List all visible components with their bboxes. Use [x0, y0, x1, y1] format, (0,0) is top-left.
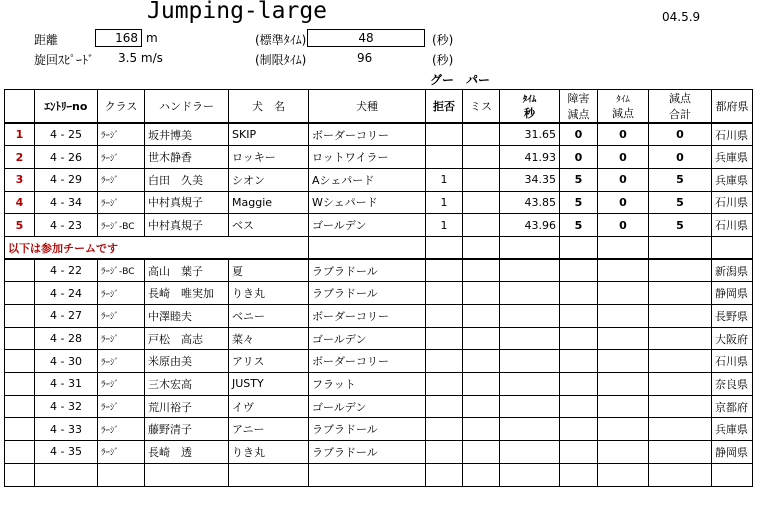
blank-cell: [598, 463, 649, 486]
entry-cell: 4 - 28: [35, 327, 98, 350]
class-cell: ﾗｰｼﾞ: [98, 191, 145, 214]
blank-cell: [463, 418, 500, 441]
total-cell: 5: [649, 168, 712, 191]
dog-cell: アリス: [229, 350, 309, 373]
blank-cell: [426, 259, 463, 282]
entry-cell: 4 - 31: [35, 373, 98, 396]
dog-cell: JUSTY: [229, 373, 309, 396]
dog-cell: ベス: [229, 214, 309, 237]
blank-cell: [463, 373, 500, 396]
dog-cell: SKIP: [229, 123, 309, 146]
col-handler: ハンドラー: [145, 90, 229, 124]
pref-cell: 兵庫県: [712, 168, 753, 191]
speed-value: 3.5 m/s: [118, 51, 163, 65]
blank-cell: [463, 350, 500, 373]
blank-cell: [426, 350, 463, 373]
class-cell: ﾗｰｼﾞ: [98, 123, 145, 146]
blank-cell: [463, 395, 500, 418]
breed-cell: Wシェパード: [309, 191, 426, 214]
distance-label: 距離: [34, 33, 59, 47]
blank-cell: [229, 236, 309, 259]
breed-cell: ゴールデン: [309, 327, 426, 350]
dog-cell: 菜々: [229, 327, 309, 350]
blank-cell: [649, 282, 712, 305]
blank-cell: [426, 282, 463, 305]
participants-note-row: [5, 236, 753, 259]
blank-cell: [598, 236, 649, 259]
blank-cell: [463, 282, 500, 305]
refusal-cell: 1: [426, 214, 463, 237]
col-miss: ミス: [463, 90, 500, 124]
blank-cell: [35, 463, 98, 486]
participant-row: [5, 350, 753, 373]
blank-cell: [598, 305, 649, 328]
col-timepen-bottom: 減点: [612, 106, 634, 120]
rank-cell: 4: [5, 191, 35, 214]
blank-cell: [560, 327, 598, 350]
blank-cell: [560, 373, 598, 396]
blank-cell: [463, 327, 500, 350]
blank-cell: [598, 441, 649, 464]
breed-cell: ラブラドール: [309, 259, 426, 282]
obstacle-cell: 5: [560, 168, 598, 191]
miss-cell: [463, 168, 500, 191]
blank-cell: [463, 441, 500, 464]
pref-cell: 新潟県: [712, 259, 753, 282]
rank-cell: [5, 259, 35, 282]
blank-cell: [500, 305, 560, 328]
std-time-unit: (秒): [432, 33, 454, 47]
breed-cell: ゴールデン: [309, 214, 426, 237]
participant-row: [5, 282, 753, 305]
blank-cell: [463, 236, 500, 259]
obstacle-cell: 0: [560, 123, 598, 146]
entry-cell: 4 - 24: [35, 282, 98, 305]
class-cell: ﾗｰｼﾞ: [98, 305, 145, 328]
blank-cell: [649, 236, 712, 259]
blank-cell: [98, 463, 145, 486]
total-cell: 5: [649, 214, 712, 237]
timepen-cell: 0: [598, 191, 649, 214]
blank-cell: [712, 236, 753, 259]
entry-cell: 4 - 26: [35, 146, 98, 169]
miss-cell: [463, 146, 500, 169]
rank-cell: [5, 327, 35, 350]
page-title: Jumping-large: [147, 0, 328, 24]
breed-cell: ラブラドール: [309, 282, 426, 305]
blank-cell: [649, 373, 712, 396]
blank-cell: [598, 350, 649, 373]
blank-cell: [426, 305, 463, 328]
total-cell: 5: [649, 191, 712, 214]
blank-cell: [145, 463, 229, 486]
time-cell: 41.93: [500, 146, 560, 169]
breed-cell: ラブラドール: [309, 441, 426, 464]
time-cell: 43.96: [500, 214, 560, 237]
rank-cell: [5, 395, 35, 418]
blank-cell: [500, 350, 560, 373]
entry-cell: 4 - 29: [35, 168, 98, 191]
blank-cell: [500, 373, 560, 396]
blank-cell: [500, 236, 560, 259]
pref-cell: 兵庫県: [712, 418, 753, 441]
participant-row: [5, 305, 753, 328]
class-cell: ﾗｰｼﾞ: [98, 373, 145, 396]
handler-cell: 荒川裕子: [145, 395, 229, 418]
entry-cell: 4 - 22: [35, 259, 98, 282]
handler-cell: 藤野清子: [145, 418, 229, 441]
blank-cell: [649, 395, 712, 418]
distance-value: 168: [95, 29, 142, 47]
blank-cell: [598, 373, 649, 396]
rank-cell: 5: [5, 214, 35, 237]
blank-cell: [500, 327, 560, 350]
total-cell: 0: [649, 123, 712, 146]
blank-cell: [500, 282, 560, 305]
col-obstacle: [560, 90, 598, 124]
pref-cell: 石川県: [712, 123, 753, 146]
blank-cell: [598, 282, 649, 305]
dog-cell: ロッキー: [229, 146, 309, 169]
blank-cell: [649, 350, 712, 373]
pref-cell: 兵庫県: [712, 146, 753, 169]
participant-row: [5, 395, 753, 418]
handler-cell: 戸松 高志: [145, 327, 229, 350]
blank-cell: [560, 441, 598, 464]
col-dog: 犬 名: [229, 90, 309, 124]
limit-time-unit: (秒): [432, 53, 454, 67]
participant-row: [5, 418, 753, 441]
pref-cell: 石川県: [712, 191, 753, 214]
group-label: グー パー: [430, 73, 491, 87]
header-row: [5, 90, 753, 124]
handler-cell: 中澤睦夫: [145, 305, 229, 328]
timepen-cell: 0: [598, 123, 649, 146]
refusal-cell: [426, 146, 463, 169]
col-obstacle-top: 障害: [567, 92, 590, 105]
participant-row: [5, 441, 753, 464]
ranked-row: [5, 146, 753, 169]
blank-cell: [560, 236, 598, 259]
entry-cell: 4 - 32: [35, 395, 98, 418]
breed-cell: ラブラドール: [309, 418, 426, 441]
rank-cell: 1: [5, 123, 35, 146]
time-cell: 31.65: [500, 123, 560, 146]
breed-cell: ボーダーコリー: [309, 123, 426, 146]
blank-cell: [500, 441, 560, 464]
rank-cell: [5, 282, 35, 305]
blank-cell: [598, 327, 649, 350]
handler-cell: 中村真規子: [145, 214, 229, 237]
blank-cell: [463, 259, 500, 282]
participant-row: [5, 373, 753, 396]
limit-time-value: 96: [357, 51, 373, 65]
miss-cell: [463, 123, 500, 146]
blank-cell: [500, 463, 560, 486]
class-cell: ﾗｰｼﾞ-BC: [98, 214, 145, 237]
blank-cell: [426, 236, 463, 259]
dog-cell: りき丸: [229, 441, 309, 464]
col-total: [649, 90, 712, 124]
pref-cell: 京都府: [712, 395, 753, 418]
blank-cell: [649, 463, 712, 486]
dog-cell: アニー: [229, 418, 309, 441]
refusal-cell: 1: [426, 168, 463, 191]
entry-cell: 4 - 35: [35, 441, 98, 464]
timepen-cell: 0: [598, 146, 649, 169]
pref-cell: 静岡県: [712, 441, 753, 464]
participants-note: 以下は参加チームです: [5, 236, 229, 259]
entry-cell: 4 - 25: [35, 123, 98, 146]
blank-cell: [500, 395, 560, 418]
ranked-row: [5, 214, 753, 237]
pref-cell: 奈良県: [712, 373, 753, 396]
class-cell: ﾗｰｼﾞ: [98, 282, 145, 305]
event-date: 04.5.9: [662, 10, 701, 24]
col-pref: 都府県: [712, 90, 753, 124]
blank-cell: [229, 463, 309, 486]
pref-cell: 長野県: [712, 305, 753, 328]
class-cell: ﾗｰｼﾞ: [98, 441, 145, 464]
col-obstacle-bottom: 減点: [567, 108, 590, 121]
dog-cell: シオン: [229, 168, 309, 191]
handler-cell: 坂井博美: [145, 123, 229, 146]
blank-cell: [560, 305, 598, 328]
entry-cell: 4 - 23: [35, 214, 98, 237]
miss-cell: [463, 214, 500, 237]
class-cell: ﾗｰｼﾞ-BC: [98, 259, 145, 282]
breed-cell: ボーダーコリー: [309, 350, 426, 373]
participant-row: [5, 259, 753, 282]
blank-cell: [560, 282, 598, 305]
blank-cell: [560, 259, 598, 282]
ranked-row: [5, 191, 753, 214]
class-cell: ﾗｰｼﾞ: [98, 395, 145, 418]
blank-cell: [426, 418, 463, 441]
blank-cell: [500, 418, 560, 441]
breed-cell: Aシェパード: [309, 168, 426, 191]
breed-cell: ロットワイラー: [309, 146, 426, 169]
handler-cell: 米原由美: [145, 350, 229, 373]
blank-cell: [649, 305, 712, 328]
handler-cell: 世木静香: [145, 146, 229, 169]
blank-cell: [426, 463, 463, 486]
breed-cell: フラット: [309, 373, 426, 396]
blank-cell: [598, 259, 649, 282]
entry-cell: 4 - 27: [35, 305, 98, 328]
timepen-cell: 0: [598, 214, 649, 237]
dog-cell: ベニー: [229, 305, 309, 328]
col-time-bottom: 秒: [524, 106, 535, 120]
pref-cell: 石川県: [712, 350, 753, 373]
handler-cell: 長崎 唯実加: [145, 282, 229, 305]
col-timepen: [598, 90, 649, 124]
blank-cell: [426, 395, 463, 418]
dog-cell: Maggie: [229, 191, 309, 214]
blank-cell: [426, 441, 463, 464]
col-rank: [5, 90, 35, 124]
blank-cell: [649, 441, 712, 464]
pref-cell: 石川県: [712, 214, 753, 237]
std-time-label: (標準ﾀｲﾑ): [255, 33, 307, 47]
rank-cell: 3: [5, 168, 35, 191]
blank-cell: [649, 418, 712, 441]
entry-cell: 4 - 34: [35, 191, 98, 214]
col-time: [500, 90, 560, 124]
class-cell: ﾗｰｼﾞ: [98, 168, 145, 191]
rank-cell: [5, 441, 35, 464]
refusal-cell: 1: [426, 191, 463, 214]
rank-cell: [5, 305, 35, 328]
time-cell: 34.35: [500, 168, 560, 191]
col-refusal: 拒否: [426, 90, 463, 124]
rank-cell: 2: [5, 146, 35, 169]
blank-cell: [712, 463, 753, 486]
blank-cell: [309, 463, 426, 486]
results-table: [4, 89, 753, 487]
participant-row: [5, 327, 753, 350]
handler-cell: 中村真規子: [145, 191, 229, 214]
breed-cell: ボーダーコリー: [309, 305, 426, 328]
obstacle-cell: 5: [560, 214, 598, 237]
blank-cell: [560, 350, 598, 373]
blank-cell: [598, 395, 649, 418]
class-cell: ﾗｰｼﾞ: [98, 418, 145, 441]
rank-cell: [5, 418, 35, 441]
handler-cell: 三木宏高: [145, 373, 229, 396]
entry-cell: 4 - 30: [35, 350, 98, 373]
col-time-top: ﾀｲﾑ: [522, 94, 537, 105]
limit-time-label: (制限ﾀｲﾑ): [255, 53, 307, 67]
col-total-bottom: 合計: [669, 108, 691, 121]
time-cell: 43.85: [500, 191, 560, 214]
empty-row: [5, 463, 753, 486]
dog-cell: りき丸: [229, 282, 309, 305]
entry-cell: 4 - 33: [35, 418, 98, 441]
blank-cell: [560, 418, 598, 441]
blank-cell: [500, 259, 560, 282]
blank-cell: [426, 373, 463, 396]
speed-label: 旋回ｽﾋﾟｰﾄﾞ: [34, 53, 95, 67]
obstacle-cell: 5: [560, 191, 598, 214]
dog-cell: イヴ: [229, 395, 309, 418]
ranked-row: [5, 123, 753, 146]
refusal-cell: [426, 123, 463, 146]
col-timepen-top: ﾀｲﾑ: [616, 94, 630, 105]
blank-cell: [649, 259, 712, 282]
class-cell: ﾗｰｼﾞ: [98, 327, 145, 350]
blank-cell: [560, 395, 598, 418]
blank-cell: [649, 327, 712, 350]
miss-cell: [463, 191, 500, 214]
total-cell: 0: [649, 146, 712, 169]
dog-cell: 夏: [229, 259, 309, 282]
blank-cell: [5, 463, 35, 486]
blank-cell: [426, 327, 463, 350]
col-total-top: 減点: [669, 92, 691, 105]
handler-cell: 長崎 透: [145, 441, 229, 464]
col-class: クラス: [98, 90, 145, 124]
std-time-value: 48: [307, 29, 425, 47]
breed-cell: ゴールデン: [309, 395, 426, 418]
rank-cell: [5, 350, 35, 373]
timepen-cell: 0: [598, 168, 649, 191]
blank-cell: [598, 418, 649, 441]
col-breed: 犬種: [309, 90, 426, 124]
blank-cell: [309, 236, 426, 259]
handler-cell: 高山 葉子: [145, 259, 229, 282]
obstacle-cell: 0: [560, 146, 598, 169]
pref-cell: 大阪府: [712, 327, 753, 350]
handler-cell: 白田 久美: [145, 168, 229, 191]
class-cell: ﾗｰｼﾞ: [98, 146, 145, 169]
ranked-row: [5, 168, 753, 191]
class-cell: ﾗｰｼﾞ: [98, 350, 145, 373]
blank-cell: [560, 463, 598, 486]
blank-cell: [463, 463, 500, 486]
rank-cell: [5, 373, 35, 396]
col-entry: ｴﾝﾄﾘｰno: [35, 90, 98, 124]
blank-cell: [463, 305, 500, 328]
pref-cell: 静岡県: [712, 282, 753, 305]
distance-unit: m: [146, 31, 158, 45]
